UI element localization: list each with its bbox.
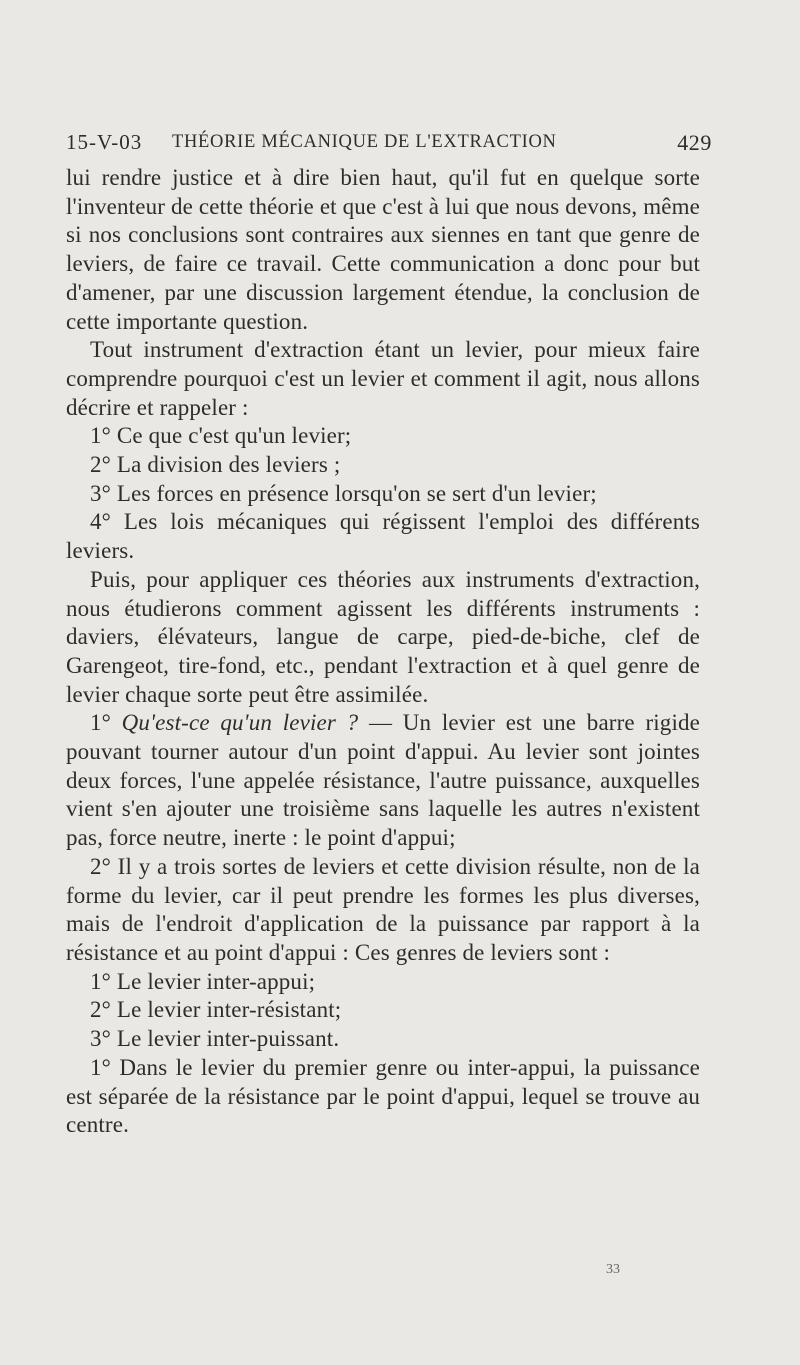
paragraph: Puis, pour appliquer ces théories aux instruments d'extraction, nous étudierons comment agissent les différents instruments : daviers, élévateurs, langue de carpe, pied-de-biche, clef de Garengeot, tire-fond, etc., pendant l'extraction et à quel genre de levier chaque sorte peut être assimilée. <box>66 566 700 707</box>
paragraph-text: — Un levier est une barre rigide pouvant tourner autour d'un point d'appui. Au levier sont jointes deux forces, l'une appelée résistance, l'autre puissance, auxquelles vient s'en ajouter une troisième sans laquelle les autres n'existent pas, force neutre, inerte : le point d'appui; <box>66 710 700 851</box>
list-item: 3° Le levier inter-puissant. <box>90 1026 340 1052</box>
paragraph: Tout instrument d'extraction étant un levier, pour mieux faire comprendre pourquoi c'est un levier et comment il agit, nous allons décrire et rappeler : <box>66 337 700 420</box>
section-number: 1° <box>90 710 122 736</box>
list-item: 2° Le levier inter-résistant; <box>90 997 342 1023</box>
section-heading: Qu'est-ce qu'un levier ? <box>121 710 359 736</box>
paragraph: lui rendre justice et à dire bien haut, qu'il fut en quelque sorte l'inventeur de cette théorie et que c'est à lui que nous devons, même si nos conclusions sont contraires aux siennes en tant que genre de leviers, de faire ce travail. Cette communication a donc pour but d'amener, par une discussion largement étendue, la conclusion de cette importante question. <box>66 165 700 334</box>
list-item: 2° La division des leviers ; <box>90 452 341 478</box>
header-date: 15-V-03 <box>66 130 143 154</box>
paragraph <box>66 709 700 853</box>
signature-mark: 33 <box>606 1262 620 1277</box>
page-number: 429 <box>677 130 712 155</box>
list-item: 1° Le levier inter-appui; <box>90 968 316 994</box>
list-item: 4° Les lois mécaniques qui régissent l'emploi des différents leviers. <box>66 509 700 564</box>
paragraph: 2° Il y a trois sortes de leviers et cette division résulte, non de la forme du levier, car il peut prendre les formes les plus diverses, mais de l'endroit d'application de la puissance par rapport à la résistance et au point d'appui : Ces genres de leviers sont : <box>66 853 700 965</box>
header-title: THÉORIE MÉCANIQUE DE L'EXTRACTION <box>172 132 557 152</box>
list-item: 1° Ce que c'est qu'un levier; <box>90 423 352 449</box>
body-text <box>66 164 700 1140</box>
list-item: 3° Les forces en présence lorsqu'on se sert d'un levier; <box>90 480 597 506</box>
paragraph: 1° Dans le levier du premier genre ou inter-appui, la puissance est séparée de la résistance par le point d'appui, lequel se trouve au centre. <box>66 1054 700 1138</box>
running-header <box>66 124 712 158</box>
